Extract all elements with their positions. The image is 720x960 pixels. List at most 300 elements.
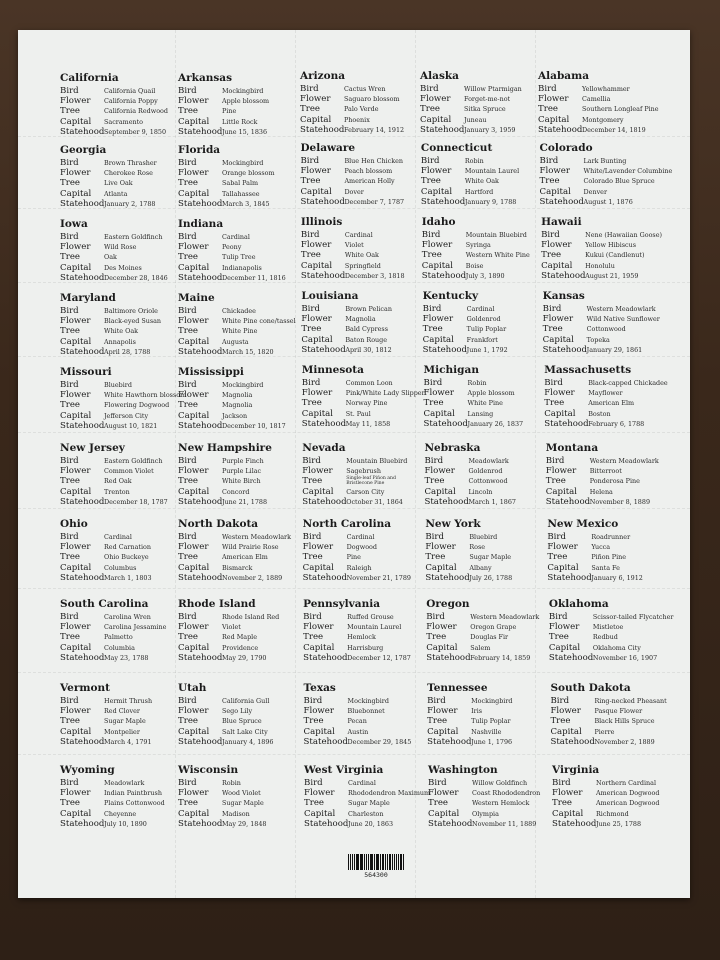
bird-label: Bird [426, 612, 445, 622]
flower-label: Flower [60, 390, 91, 401]
state-name: Louisiana [301, 290, 359, 302]
barcode-bar [348, 854, 349, 870]
flower-row [538, 94, 660, 104]
flower-row [539, 166, 673, 177]
flower-value: Red Carnation [104, 543, 151, 552]
tree-row [60, 400, 182, 410]
statehood-row [546, 497, 668, 507]
statehood-value: May 29, 1790 [222, 653, 267, 662]
statehood-value: May 23, 1788 [104, 653, 149, 662]
state-card-massachusetts [544, 362, 666, 429]
statehood-value: August 1, 1876 [583, 197, 633, 206]
flower-value: Wild Native Sunflower [586, 315, 660, 324]
tree-label: Tree [304, 798, 325, 809]
tree-value: Ohio Buckeye [104, 553, 149, 562]
flower-value: Apple blossom [467, 389, 515, 398]
flower-value: Violet [222, 623, 241, 632]
state-name: Michigan [423, 364, 479, 376]
state-card-kansas [543, 288, 665, 355]
capital-value: Cheyenne [104, 809, 137, 818]
tree-label: Tree [544, 398, 565, 409]
bird-row [303, 532, 425, 542]
bird-value: Ring-necked Pheasant [594, 697, 667, 705]
flower-row [549, 622, 671, 632]
bird-label: Bird [60, 232, 79, 242]
bird-label: Bird [539, 156, 559, 166]
tree-value: Oak [104, 253, 117, 262]
tree-value: Palmetto [104, 633, 133, 642]
capital-row [304, 727, 426, 737]
barcode-bar [392, 854, 393, 870]
tree-row [178, 106, 300, 116]
bird-label: Bird [178, 86, 197, 96]
capital-label: Capital [303, 726, 335, 737]
statehood-row [60, 573, 182, 583]
bird-label: Bird [424, 456, 444, 466]
statehood-label: Statehood [300, 270, 346, 281]
statehood-row [60, 497, 182, 507]
tree-row [428, 798, 550, 808]
capital-row [178, 411, 300, 421]
bird-label: Bird [547, 532, 567, 542]
tree-value: American Holly [344, 177, 395, 186]
capital-value: Salem [470, 643, 491, 652]
bird-label: Bird [300, 156, 320, 166]
capital-value: Trenton [104, 487, 130, 496]
capital-value: Tallahassee [222, 189, 260, 198]
bird-label: Bird [302, 532, 322, 542]
tree-value: Redbud [592, 633, 618, 642]
flower-value: Magnolia [345, 315, 376, 324]
capital-label: Capital [538, 114, 570, 125]
capital-label: Capital [423, 408, 455, 419]
tree-value: Sabal Palm [222, 179, 259, 188]
flower-value: Common Violet [104, 467, 154, 476]
statehood-value: March 4, 1791 [104, 737, 152, 746]
tree-row [540, 176, 662, 186]
bird-row [302, 378, 424, 388]
tree-value: Live Oak [104, 179, 133, 188]
capital-row [60, 263, 182, 273]
bird-value: Cardinal [222, 233, 250, 241]
capital-value: Oklahoma City [592, 643, 641, 652]
statehood-row [550, 737, 672, 747]
bird-row [302, 456, 424, 466]
statehood-row [541, 271, 663, 281]
tree-row [60, 716, 182, 726]
flower-label: Flower [178, 390, 209, 401]
state-name: Virginia [552, 764, 600, 776]
flower-value: Peony [222, 243, 242, 252]
flower-row [178, 96, 300, 106]
bird-value: Black-capped Chickadee [588, 379, 668, 387]
tree-label: Tree [545, 476, 566, 487]
tree-label: Tree [178, 400, 199, 411]
capital-row [549, 643, 671, 653]
state-card-minnesota [302, 362, 424, 429]
tree-label: Tree [421, 250, 442, 261]
statehood-label: Statehood [538, 124, 583, 135]
capital-value: Phoenix [344, 115, 370, 124]
state-card-colorado [539, 140, 673, 207]
flower-label: Flower [60, 542, 91, 553]
perforation-line [18, 754, 690, 755]
tree-label: Tree [178, 252, 199, 263]
statehood-label: Statehood [302, 496, 347, 507]
tree-label: Tree [424, 476, 445, 487]
capital-label: Capital [428, 808, 460, 819]
tree-row [303, 632, 425, 642]
statehood-label: Statehood [60, 346, 105, 357]
capital-label: Capital [300, 186, 332, 197]
capital-row [60, 643, 182, 653]
statehood-value: July 26, 1788 [469, 573, 513, 582]
bird-row [543, 304, 665, 314]
flower-row [427, 706, 549, 716]
bird-value: Mockingbird [222, 87, 264, 95]
statehood-value: May 29, 1848 [222, 819, 267, 828]
statehood-row [304, 819, 426, 829]
bird-label: Bird [60, 306, 79, 316]
flower-label: Flower [422, 314, 454, 325]
tree-label: Tree [178, 476, 199, 487]
bird-row [425, 532, 547, 542]
statehood-value: May 11, 1858 [345, 419, 391, 428]
tree-row [424, 398, 546, 408]
tree-row [426, 632, 548, 642]
state-name: Hawaii [541, 216, 582, 228]
state-card-new-mexico [547, 516, 669, 583]
statehood-label: Statehood [178, 572, 223, 583]
statehood-value: July 3, 1890 [465, 271, 505, 280]
state-card-new-york [425, 516, 547, 583]
capital-value: Augusta [222, 337, 249, 346]
bird-label: Bird [304, 778, 323, 788]
capital-row [178, 337, 300, 347]
statehood-label: Statehood [545, 496, 591, 507]
state-name: Arizona [300, 70, 346, 82]
capital-label: Capital [178, 116, 210, 127]
bird-label: Bird [178, 778, 197, 788]
capital-label: Capital [425, 562, 457, 573]
statehood-value: June 1, 1796 [471, 737, 513, 746]
capital-label: Capital [550, 726, 582, 737]
flower-row [302, 388, 424, 398]
flower-value: Sagebrush [346, 467, 381, 476]
flower-label: Flower [60, 316, 91, 327]
statehood-value: November 21, 1789 [346, 573, 411, 582]
flower-value: American Dogwood [596, 789, 660, 798]
flower-value: Peach blossom [344, 167, 393, 176]
state-name: Nebraska [424, 442, 481, 454]
capital-value: Indianapolis [222, 263, 262, 272]
bird-row [301, 304, 423, 314]
capital-value: Olympia [472, 809, 499, 818]
state-name: Ohio [60, 518, 88, 530]
state-card-wisconsin [178, 762, 300, 829]
tree-value: Kukui (Candlenut) [585, 251, 645, 260]
statehood-row [424, 497, 546, 507]
capital-label: Capital [542, 334, 574, 345]
flower-value: Bitterroot [589, 467, 622, 476]
flower-row [60, 542, 182, 552]
statehood-row [543, 345, 665, 355]
state-name: Arkansas [178, 72, 233, 84]
barcode-bar [350, 854, 352, 870]
tree-label: Tree [423, 398, 444, 409]
statehood-value: June 25, 1788 [596, 819, 642, 828]
barcode-number: 564300 [364, 871, 388, 879]
flower-label: Flower [541, 240, 572, 251]
capital-row [540, 187, 662, 197]
capital-row [428, 809, 550, 819]
statehood-row [178, 819, 300, 829]
capital-row [178, 643, 300, 653]
statehood-row [420, 125, 542, 135]
capital-label: Capital [178, 486, 210, 497]
state-name: Vermont [60, 682, 110, 694]
tree-value: American Dogwood [596, 799, 660, 808]
flower-label: Flower [178, 242, 209, 253]
barcode-bar [398, 854, 399, 870]
capital-value: Montgomery [582, 115, 624, 124]
bird-label: Bird [427, 696, 446, 706]
capital-row [303, 643, 425, 653]
bird-row [541, 230, 663, 240]
state-card-nevada [302, 440, 424, 507]
statehood-value: December 12, 1787 [347, 653, 411, 662]
flower-value: Red Clover [104, 707, 140, 716]
capital-label: Capital [60, 562, 92, 573]
statehood-label: Statehood [303, 652, 348, 663]
statehood-value: December 29, 1845 [347, 737, 412, 746]
bird-value: California Gull [222, 697, 270, 705]
flower-row [300, 166, 422, 176]
capital-value: Des Moines [104, 263, 142, 272]
tree-value: White Oak [464, 177, 499, 186]
bird-row [546, 456, 668, 466]
tree-row [423, 324, 545, 334]
bird-value: Scissor-tailed Flycatcher [592, 613, 674, 621]
bird-row [301, 230, 423, 240]
bird-row [178, 232, 300, 242]
capital-value: Boise [465, 261, 484, 270]
state-name: New Jersey [60, 442, 125, 454]
flower-row [178, 168, 300, 178]
state-card-hawaii [541, 214, 663, 281]
statehood-label: Statehood [178, 272, 223, 283]
bird-value: Bluebird [104, 381, 132, 389]
capital-label: Capital [60, 726, 92, 737]
statehood-label: Statehood [425, 572, 470, 583]
tree-label: Tree [428, 798, 449, 809]
bird-label: Bird [178, 158, 197, 168]
capital-value: Albany [469, 563, 492, 572]
statehood-value: January 6, 1912 [591, 573, 643, 582]
flower-label: Flower [428, 788, 459, 799]
capital-value: Providence [222, 643, 259, 652]
capital-value: Salt Lake City [222, 727, 268, 736]
state-card-grid [60, 30, 700, 890]
bird-label: Bird [178, 532, 197, 542]
capital-value: Hartford [464, 187, 494, 196]
flower-label: Flower [427, 706, 458, 717]
capital-value: Carson City [346, 487, 385, 496]
state-name: New Mexico [547, 518, 619, 530]
flower-label: Flower [425, 542, 456, 553]
state-card-maryland [60, 290, 182, 357]
flower-label: Flower [60, 168, 91, 179]
tree-value: Douglas Fir [470, 633, 509, 642]
flower-label: Flower [60, 622, 91, 633]
bird-value: Western Meadowlark [470, 613, 540, 621]
tree-label: Tree [303, 716, 324, 727]
capital-value: Frankfort [466, 335, 498, 344]
flower-value: Coast Rhododendron [472, 789, 541, 798]
statehood-label: Statehood [301, 344, 346, 355]
tree-label: Tree [301, 324, 322, 335]
statehood-value: November 16, 1907 [592, 653, 658, 662]
statehood-value: November 8, 1889 [589, 497, 651, 506]
flower-value: Wild Prairie Rose [222, 543, 279, 552]
flower-value: Oregon Grape [470, 623, 517, 632]
statehood-label: Statehood [552, 818, 597, 829]
state-card-tennessee [427, 680, 549, 747]
capital-label: Capital [178, 262, 210, 273]
state-card-alaska [420, 68, 542, 135]
capital-label: Capital [301, 334, 333, 345]
state-name: Alaska [420, 70, 459, 82]
bird-label: Bird [550, 696, 570, 706]
tree-label: Tree [542, 324, 563, 335]
tree-label: Tree [178, 798, 199, 809]
capital-label: Capital [178, 808, 210, 819]
capital-label: Capital [300, 260, 333, 271]
bird-row [60, 158, 182, 168]
capital-row [422, 261, 544, 271]
statehood-row [304, 737, 426, 747]
state-name: North Carolina [302, 518, 392, 530]
flower-label: Flower [178, 466, 209, 477]
bird-value: Willow Goldfinch [472, 779, 528, 787]
statehood-label: Statehood [427, 736, 472, 747]
statehood-value: July 10, 1890 [104, 819, 147, 828]
state-card-missouri [60, 364, 187, 431]
capital-value: Honolulu [585, 261, 615, 270]
tree-label: Tree [60, 400, 81, 411]
capital-label: Capital [60, 336, 92, 347]
flower-label: Flower [178, 788, 209, 799]
state-name: Wyoming [60, 764, 115, 776]
capital-row [543, 335, 665, 345]
tree-value: Southern Longleaf Pine [582, 105, 659, 114]
state-name: Indiana [178, 218, 224, 230]
tree-row [178, 178, 300, 188]
statehood-value: February 14, 1912 [344, 125, 405, 134]
statehood-label: Statehood [423, 418, 468, 429]
tree-value: Black Hills Spruce [594, 717, 655, 726]
capital-value: Columbia [104, 643, 135, 652]
flower-row [178, 622, 300, 632]
capital-label: Capital [178, 562, 210, 573]
flower-label: Flower [178, 96, 209, 107]
tree-value: Norway Pine [345, 399, 388, 408]
state-name: Oklahoma [548, 598, 609, 610]
tree-row [178, 400, 300, 410]
flower-label: Flower [300, 94, 331, 105]
statehood-label: Statehood [548, 652, 594, 663]
flower-label: Flower [300, 240, 332, 251]
capital-label: Capital [420, 186, 453, 197]
flower-value: Magnolia [222, 391, 253, 400]
flower-label: Flower [178, 706, 209, 717]
tree-label: Tree [60, 106, 81, 117]
tree-label: Tree [60, 326, 81, 337]
tree-row [538, 104, 660, 114]
capital-value: Juneau [464, 115, 487, 124]
state-card-utah [178, 680, 300, 747]
state-name: Connecticut [420, 142, 493, 154]
flower-row [178, 706, 300, 716]
tree-row [302, 476, 424, 486]
flower-value: Syringa [465, 241, 491, 250]
state-name: Montana [545, 442, 599, 454]
tree-row [424, 476, 546, 486]
capital-row [421, 187, 543, 197]
bird-label: Bird [422, 304, 442, 314]
label-sheet [18, 30, 690, 898]
capital-value: Denver [583, 187, 608, 196]
bird-value: Mockingbird [347, 697, 389, 705]
state-name: Illinois [300, 216, 343, 228]
bird-row [421, 156, 543, 166]
bird-label: Bird [301, 378, 321, 388]
capital-row [178, 263, 300, 273]
tree-label: Tree [178, 716, 199, 727]
statehood-value: December 18, 1787 [104, 497, 168, 506]
capital-label: Capital [303, 642, 335, 653]
state-name: Maryland [60, 292, 116, 304]
tree-value: Blue Spruce [222, 717, 262, 726]
state-name: Tennessee [427, 682, 488, 694]
statehood-value: January 2, 1788 [104, 199, 156, 208]
tree-value: Tulip Poplar [471, 717, 511, 726]
tree-value: White Pine [467, 399, 503, 408]
capital-label: Capital [178, 726, 210, 737]
capital-row [178, 189, 300, 199]
tree-label: Tree [548, 632, 569, 643]
state-name: West Virginia [304, 764, 384, 776]
flower-label: Flower [60, 96, 91, 107]
bird-row [552, 778, 674, 788]
barcode-bar [356, 854, 358, 870]
flower-value: Purple Lilac [222, 467, 262, 476]
tree-label: Tree [427, 716, 448, 727]
capital-label: Capital [548, 642, 581, 653]
flower-value: Mountain Laurel [464, 167, 520, 176]
tree-row [60, 476, 182, 486]
barcode-bar [364, 854, 365, 870]
capital-row [424, 409, 546, 419]
capital-value: Helena [589, 487, 613, 496]
tree-row [178, 252, 300, 262]
bird-value: Mountain Bluebird [465, 231, 527, 239]
capital-row [423, 335, 545, 345]
tree-row [300, 176, 422, 186]
tree-row [178, 716, 300, 726]
bird-row [540, 156, 662, 166]
state-card-alabama [538, 68, 660, 135]
